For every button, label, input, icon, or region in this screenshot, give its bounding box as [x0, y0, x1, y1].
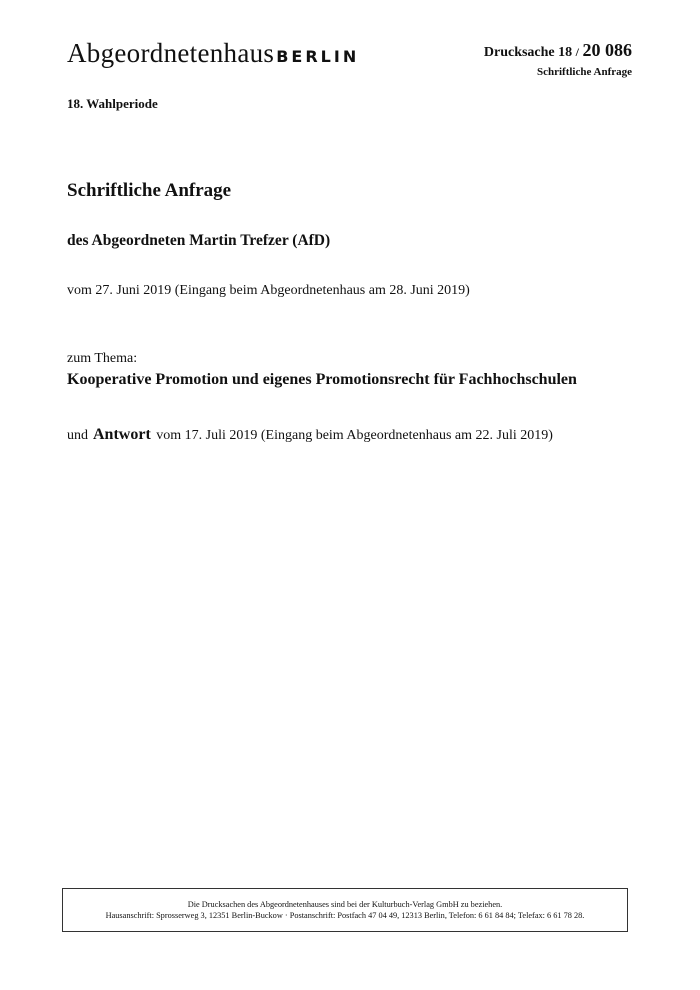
drucksache-label: Drucksache 18: [483, 45, 573, 60]
topic-title: Kooperative Promotion und eigenes Promotionsrecht für Fachhochschulen: [67, 371, 577, 388]
header-logo: [67, 38, 359, 69]
document-type: Schriftliche Anfrage: [536, 66, 632, 78]
footer-box: [62, 888, 628, 932]
topic-label: zum Thema:: [67, 351, 138, 366]
answer-label: Antwort: [93, 426, 151, 443]
drucksache-value: 20 086: [582, 40, 632, 60]
document-title: Schriftliche Anfrage: [67, 180, 232, 201]
answer-date: vom 17. Juli 2019 (Eingang beim Abgeordnetenhaus am 22. Juli 2019): [156, 428, 553, 443]
author-line: des Abgeordneten Martin Trefzer (AfD): [67, 232, 331, 249]
drucksache-number: [484, 40, 632, 61]
footer-line-1: Die Drucksachen des Abgeordnetenhauses sind bei der Kulturbuch-Verlag GmbH zu beziehen.: [187, 900, 503, 909]
drucksache-separator: /: [575, 45, 579, 59]
logo-city: BERLIN: [276, 47, 360, 66]
date-line: vom 27. Juni 2019 (Eingang beim Abgeordnetenhaus am 28. Juni 2019): [67, 283, 470, 298]
wahlperiode: 18. Wahlperiode: [67, 96, 158, 111]
footer-line-2: Hausanschrift: Sprosserweg 3, 12351 Berlin-Buckow · Postanschrift: Postfach 47 04 49, 12313 Berlin, Telefon: 6 61 84 84; Telefax: 6 61 78 28.: [105, 911, 585, 920]
answer-prefix: und: [67, 428, 88, 443]
logo-word: Abgeordnetenhaus: [67, 38, 275, 68]
answer-line: [67, 426, 553, 444]
